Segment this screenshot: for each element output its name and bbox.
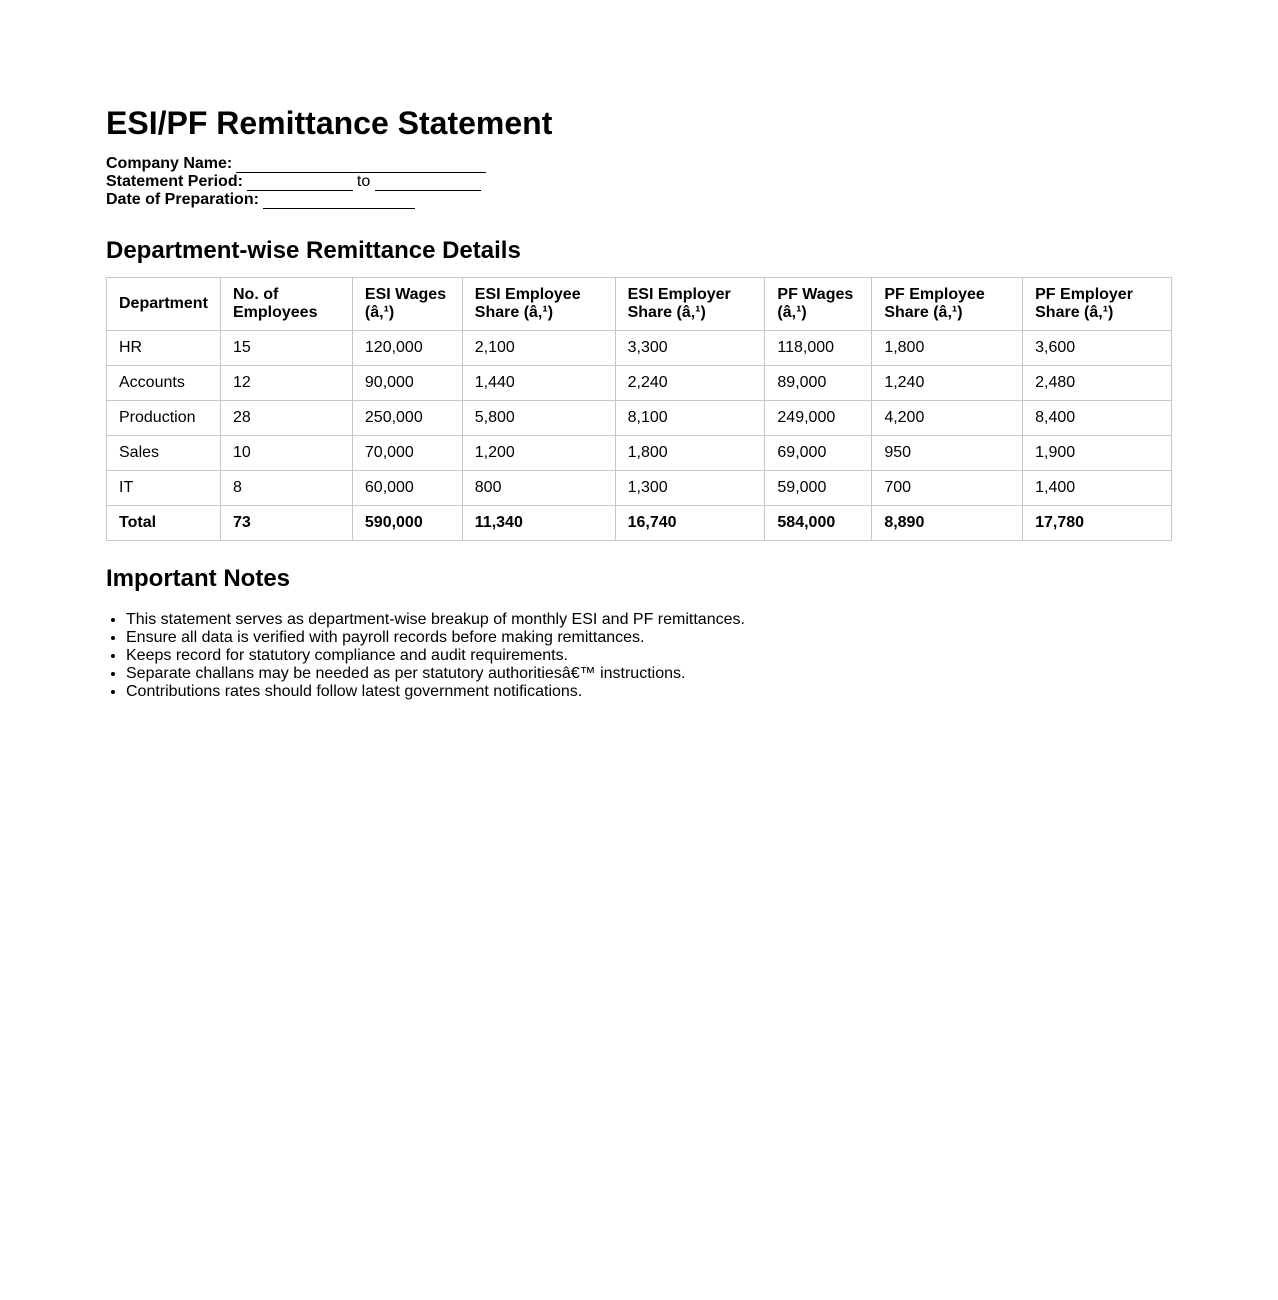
table-cell: 2,480 bbox=[1023, 366, 1172, 401]
statement-meta bbox=[106, 155, 1172, 209]
company-name-line bbox=[106, 155, 1172, 173]
table-cell: 2,240 bbox=[615, 366, 765, 401]
total-cell: 73 bbox=[220, 506, 352, 541]
table-cell: 3,600 bbox=[1023, 331, 1172, 366]
column-header: PF Employer Share (â‚¹) bbox=[1023, 278, 1172, 331]
company-name-label: Company Name: bbox=[106, 155, 233, 172]
table-row bbox=[107, 401, 1172, 436]
table-cell: 1,200 bbox=[462, 436, 615, 471]
note-item: • Keeps record for statutory compliance and audit requirements. bbox=[126, 647, 1172, 665]
table-row bbox=[107, 331, 1172, 366]
note-item: • Contributions rates should follow latest government notifications. bbox=[126, 683, 1172, 701]
table-cell: 800 bbox=[462, 471, 615, 506]
table-cell: 8 bbox=[220, 471, 352, 506]
table-cell: 1,900 bbox=[1023, 436, 1172, 471]
column-header: PF Wages (â‚¹) bbox=[765, 278, 872, 331]
table-cell: 28 bbox=[220, 401, 352, 436]
column-header: ESI Employer Share (â‚¹) bbox=[615, 278, 765, 331]
preparation-date-blank bbox=[263, 194, 415, 209]
table-cell: 8,400 bbox=[1023, 401, 1172, 436]
company-name-blank bbox=[236, 158, 486, 173]
table-cell: 3,300 bbox=[615, 331, 765, 366]
table-cell: 1,800 bbox=[615, 436, 765, 471]
table-row bbox=[107, 366, 1172, 401]
table-cell: 120,000 bbox=[352, 331, 462, 366]
table-cell: 59,000 bbox=[765, 471, 872, 506]
preparation-date-label: Date of Preparation: bbox=[106, 191, 259, 208]
table-cell: Accounts bbox=[107, 366, 221, 401]
statement-period-label: Statement Period: bbox=[106, 173, 243, 190]
table-cell: 950 bbox=[872, 436, 1023, 471]
table-cell: 250,000 bbox=[352, 401, 462, 436]
table-row bbox=[107, 471, 1172, 506]
table-cell: Sales bbox=[107, 436, 221, 471]
total-cell: 11,340 bbox=[462, 506, 615, 541]
period-start-blank bbox=[247, 176, 353, 191]
table-cell: 2,100 bbox=[462, 331, 615, 366]
table-cell: 89,000 bbox=[765, 366, 872, 401]
table-cell: Production bbox=[107, 401, 221, 436]
statement-period-line bbox=[106, 173, 1172, 191]
table-cell: 12 bbox=[220, 366, 352, 401]
table-cell: 118,000 bbox=[765, 331, 872, 366]
table-row bbox=[107, 436, 1172, 471]
total-cell: 584,000 bbox=[765, 506, 872, 541]
table-cell: 1,800 bbox=[872, 331, 1023, 366]
total-cell: 590,000 bbox=[352, 506, 462, 541]
section-heading-remittance: Department-wise Remittance Details bbox=[106, 237, 521, 264]
table-cell: 70,000 bbox=[352, 436, 462, 471]
table-cell: 8,100 bbox=[615, 401, 765, 436]
column-header: Department bbox=[107, 278, 221, 331]
table-cell: 60,000 bbox=[352, 471, 462, 506]
table-cell: 10 bbox=[220, 436, 352, 471]
table-cell: 700 bbox=[872, 471, 1023, 506]
note-item: • Ensure all data is verified with payroll records before making remittances. bbox=[126, 629, 1172, 647]
page-title: ESI/PF Remittance Statement bbox=[106, 105, 553, 141]
table-cell: 4,200 bbox=[872, 401, 1023, 436]
note-item: • This statement serves as department-wise breakup of monthly ESI and PF remittances. bbox=[126, 611, 1172, 629]
remittance-table bbox=[106, 277, 1172, 541]
table-cell: 1,240 bbox=[872, 366, 1023, 401]
table-cell: 69,000 bbox=[765, 436, 872, 471]
period-end-blank bbox=[375, 176, 481, 191]
preparation-date-line bbox=[106, 191, 1172, 209]
total-cell: Total bbox=[107, 506, 221, 541]
period-to-text: to bbox=[356, 173, 371, 190]
table-header-row bbox=[107, 278, 1172, 331]
section-heading-notes: Important Notes bbox=[106, 565, 291, 592]
column-header: No. of Employees bbox=[220, 278, 352, 331]
table-total-row bbox=[107, 506, 1172, 541]
notes-list bbox=[106, 611, 1172, 701]
table-cell: 1,440 bbox=[462, 366, 615, 401]
total-cell: 16,740 bbox=[615, 506, 765, 541]
table-cell: 1,300 bbox=[615, 471, 765, 506]
table-cell: IT bbox=[107, 471, 221, 506]
table-cell: 90,000 bbox=[352, 366, 462, 401]
table-cell: HR bbox=[107, 331, 221, 366]
table-cell: 1,400 bbox=[1023, 471, 1172, 506]
column-header: ESI Employee Share (â‚¹) bbox=[462, 278, 615, 331]
table-cell: 249,000 bbox=[765, 401, 872, 436]
column-header: PF Employee Share (â‚¹) bbox=[872, 278, 1023, 331]
total-cell: 8,890 bbox=[872, 506, 1023, 541]
table-cell: 5,800 bbox=[462, 401, 615, 436]
table-cell: 15 bbox=[220, 331, 352, 366]
note-item: • Separate challans may be needed as per statutory authoritiesâ€™ instructions. bbox=[126, 665, 1172, 683]
column-header: ESI Wages (â‚¹) bbox=[352, 278, 462, 331]
total-cell: 17,780 bbox=[1023, 506, 1172, 541]
